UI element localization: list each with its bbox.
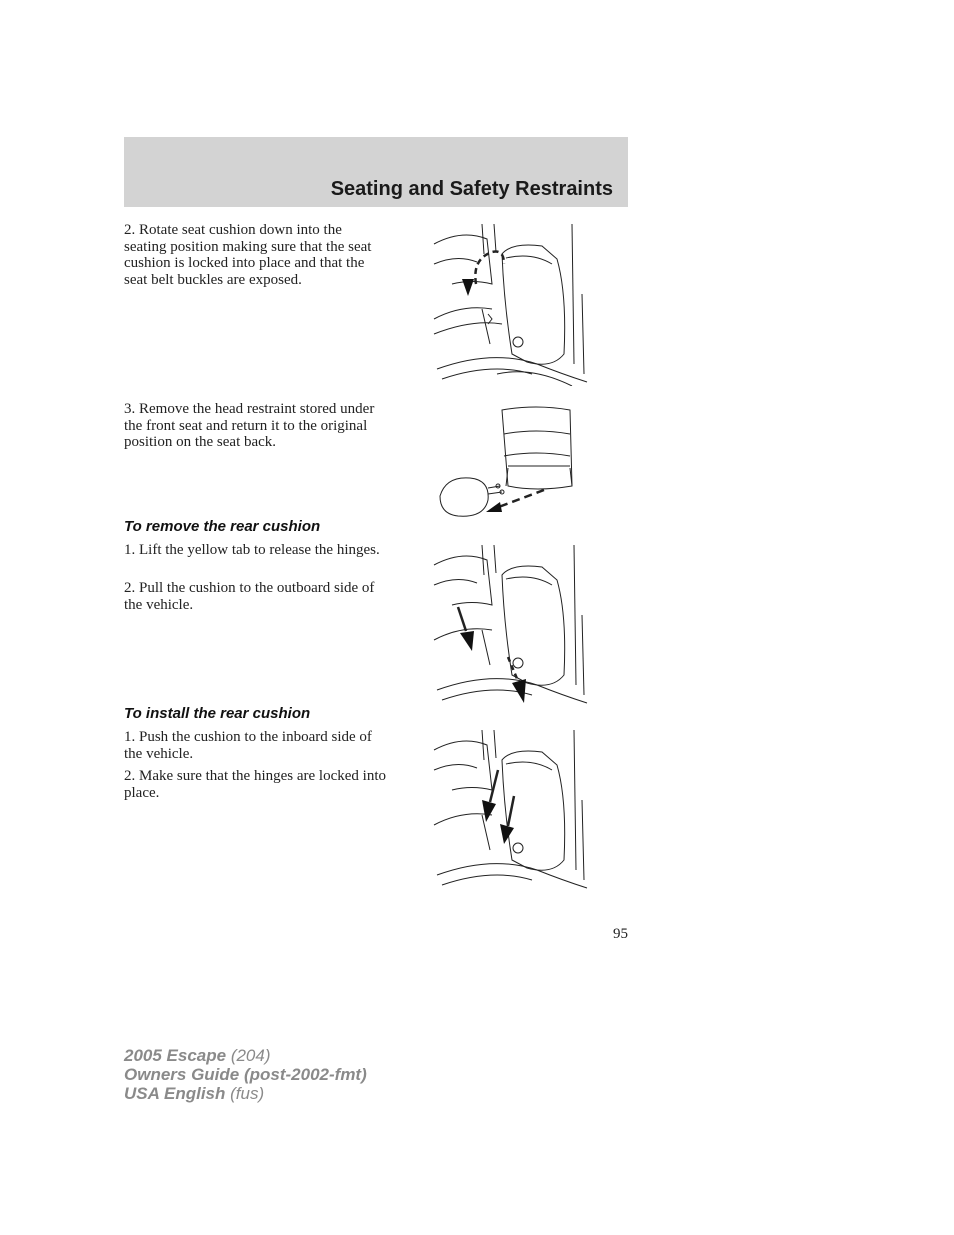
document-footer	[124, 1046, 367, 1103]
illustration-remove-cushion	[432, 545, 592, 707]
page-number: 95	[613, 926, 628, 942]
illustration-rotate-cushion	[432, 224, 592, 386]
illustration-head-restraint	[436, 404, 578, 524]
footer-line-2: Owners Guide (post-2002-fmt)	[124, 1065, 367, 1084]
header-band	[124, 137, 628, 207]
remove-step-1: 1. Lift the yellow tab to release the hinges.	[124, 542, 380, 558]
page-title: Seating and Safety Restraints	[330, 178, 613, 200]
step-head-restraint: 3. Remove the head restraint stored under the front seat and return it to the original position on the seat back.	[124, 401, 375, 450]
footer-line-1: 2005 Escape (204)	[124, 1046, 271, 1065]
install-step-2: 2. Make sure that the hinges are locked into place.	[124, 768, 387, 801]
remove-cushion-heading: To remove the rear cushion	[124, 518, 321, 535]
install-step-1: 1. Push the cushion to the inboard side of the vehicle.	[124, 729, 372, 762]
footer-line-3: USA English (fus)	[124, 1084, 265, 1103]
install-cushion-heading: To install the rear cushion	[124, 705, 311, 722]
step-rotate-cushion: 2. Rotate seat cushion down into the seating position making sure that the seat cushion is locked into place and that the seat belt buckles are exposed.	[124, 222, 372, 288]
remove-step-2: 2. Pull the cushion to the outboard side of the vehicle.	[124, 580, 375, 613]
illustration-install-cushion	[432, 730, 592, 892]
